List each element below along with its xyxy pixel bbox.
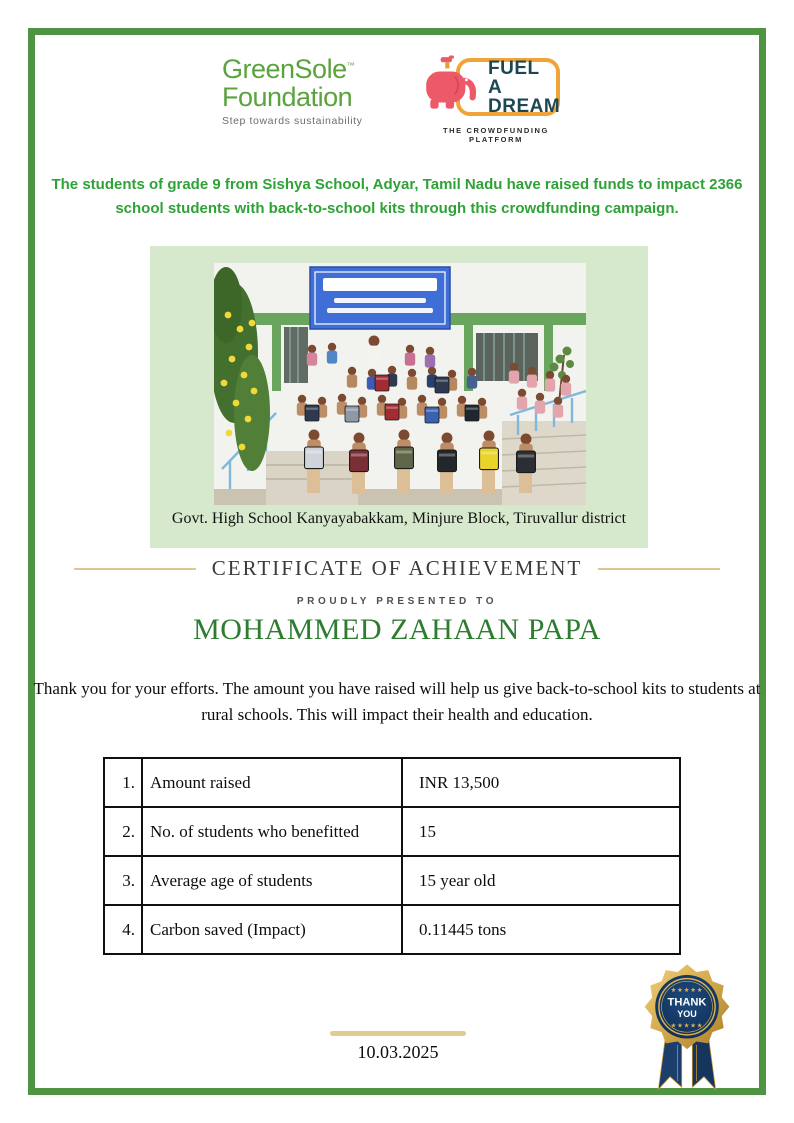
certificate-title: CERTIFICATE OF ACHIEVEMENT	[211, 556, 583, 580]
gold-divider-right	[598, 568, 720, 570]
row-label: Average age of students	[142, 856, 402, 905]
row-value: 0.11445 tons	[402, 905, 680, 954]
campaign-statement: The students of grade 9 from Sishya School, Adyar, Tamil Nadu have raised funds to impact 2366 school students with back-to-school kits through this crowdfunding campaign.	[51, 176, 743, 217]
badge-stars-top: ★★★★★	[670, 986, 704, 994]
table-row	[104, 807, 680, 856]
thank-you-message: Thank you for your efforts. The amount you have raised will help us give back-to-school kits to students at rural schools. This will impact their health and education.	[33, 679, 761, 725]
greensole-wordmark: GreenSole	[222, 54, 347, 84]
table-row	[104, 905, 680, 954]
row-number: 2.	[104, 807, 142, 856]
presented-to-label: PROUDLY PRESENTED TO	[296, 596, 498, 607]
row-label: Carbon saved (Impact)	[142, 905, 402, 954]
trademark-symbol: ™	[346, 61, 355, 70]
certificate-title-row	[0, 556, 794, 581]
steps-right	[502, 421, 586, 505]
fuel-a-dream-logo	[420, 52, 572, 144]
foundation-wordmark: Foundation	[222, 82, 353, 112]
certificate-date: 10.03.2025	[357, 1042, 439, 1062]
recipient-name: MOHAMMED ZAHAAN PAPA	[193, 613, 601, 646]
badge-thank-text: THANK	[667, 996, 707, 1009]
gold-divider-left	[74, 568, 196, 570]
row-label: Amount raised	[142, 758, 402, 807]
greensole-foundation-logo	[222, 52, 380, 127]
school-sign-board	[310, 267, 450, 329]
table-row	[104, 758, 680, 807]
badge-you-text: YOU	[677, 1008, 697, 1019]
date-underline	[330, 1031, 466, 1036]
row-number: 3.	[104, 856, 142, 905]
row-value: INR 13,500	[402, 758, 680, 807]
row-value: 15	[402, 807, 680, 856]
impact-table	[103, 757, 681, 955]
badge-stars-bottom: ★★★★★	[670, 1022, 704, 1030]
dream-wordmark: DREAM	[488, 95, 561, 117]
elephant-piggybank-icon	[420, 52, 486, 122]
row-label: No. of students who benefitted	[142, 807, 402, 856]
row-value: 15 year old	[402, 856, 680, 905]
table-row	[104, 856, 680, 905]
logo-row	[0, 52, 794, 144]
fuel-a-dream-tagline: THE CROWDFUNDING PLATFORM	[442, 126, 549, 144]
thank-you-rosette-badge	[634, 962, 740, 1096]
school-group-photo	[214, 263, 586, 505]
fuel-a-wordmark: FUEL A	[488, 57, 540, 98]
greensole-tagline: Step towards sustainability	[222, 115, 363, 127]
row-number: 4.	[104, 905, 142, 954]
school-photo-card	[150, 246, 648, 548]
row-number: 1.	[104, 758, 142, 807]
photo-caption: Govt. High School Kanyayabakkam, Minjure Block, Tiruvallur district	[171, 510, 627, 527]
